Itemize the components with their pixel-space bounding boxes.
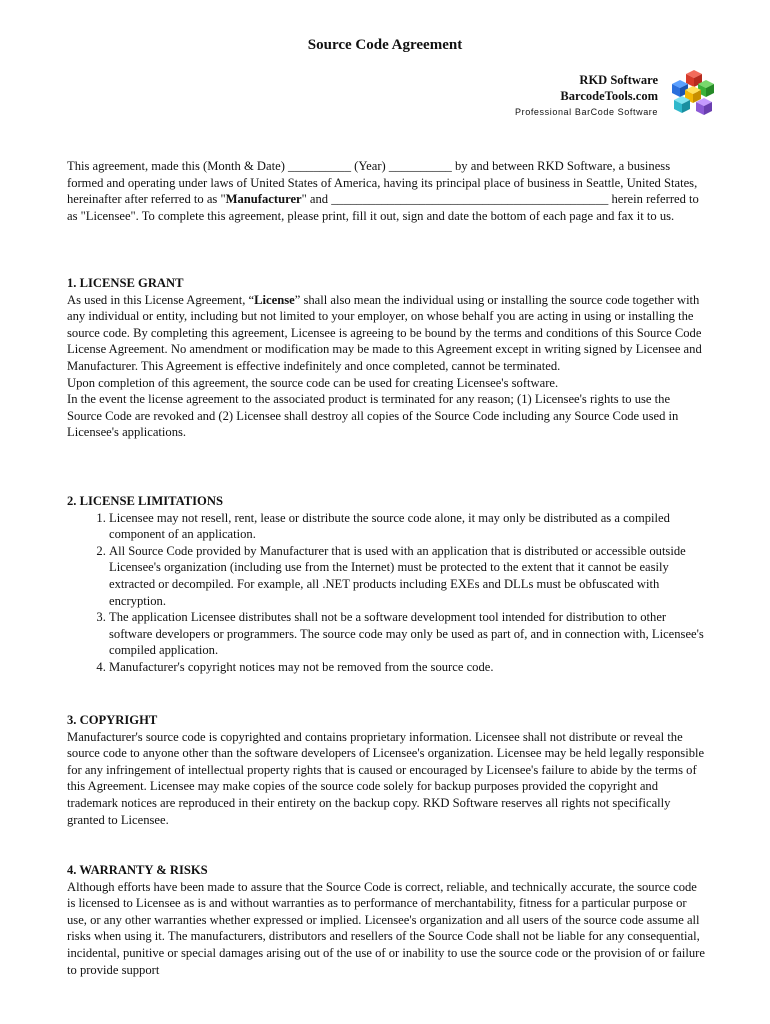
list-item: 3. The application Licensee distributes shall not be a software development tool intended for distribution to other software developers or programmers. The source code may only be used as part of, and in connection with, Licensee's compiled application. <box>109 609 707 659</box>
intro-text-a: This agreement, made this (Month & Date) __________ (Year) __________ by and between RKD Software, a business formed and operating under laws of United States of America, having its principal place of business in Seattle, United States, hereinafter after referred to as " <box>67 159 698 207</box>
company-block <box>515 72 658 120</box>
intro-bold-manufacturer: Manufacturer <box>225 192 302 207</box>
license-grant-paragraph-3: In the event the license agreement to the associated product is terminated for any reason; (1) Licensee's rights to use the Source Code are revoked and (2) Licensee shall destroy all copies of the Source Code including any Source Code used in Licensee's applications. <box>67 392 679 440</box>
company-site: BarcodeTools.com <box>560 89 658 103</box>
section-license-grant <box>67 275 707 441</box>
intro-paragraph <box>67 158 707 224</box>
document-title: Source Code Agreement <box>307 37 463 53</box>
copyright-paragraph: Manufacturer's source code is copyrighted and contains proprietary information. Licensee shall not distribute or reveal the source code to anyone other than the software developers of Licensee's organization. Licensee may be held legally responsible for any infringement of intellectual property rights that is caused or encouraged by Licensee's failure to abide by the terms of this Agreement. Licensee may make copies of the source code solely for backup purposes provided the copyright and trademark notices are reproduced in their entirety on the backup copy. RKD Software reserves all rights not specifically granted to Licensee. <box>67 729 705 827</box>
list-item: 1. Licensee may not resell, rent, lease or distribute the source code alone, it may only be distributed as a compiled component of an application. <box>109 510 707 543</box>
section-license-limitations <box>67 493 707 676</box>
limitations-list <box>67 510 707 676</box>
warranty-paragraph: Although efforts have been made to assure that the Source Code is correct, reliable, and technically accurate, the source code is licensed to Licensee as is and without warranties as to performance of merchantability, fitness for a particular purpose or use, or any other warranties whether expressed or implied. Licensee's organization and all users of the source code assume all risks when using it. The manufacturers, distributors and resellers of the Source Code shall not be liable for any consequential, incidental, punitive or special damages arising out of the use of or inability to use the source code or the provision of or failure to provide support <box>67 879 705 977</box>
license-grant-text-b: ” shall also mean the individual using or installing the source code together with any individual or entity, including but not limited to your employer, on whose behalf you are acting in using or installing the source code. By completing this agreement, Licensee is agreeing to be bound by the terms and conditions of this Source Code License Agreement. No amendment or modification may be made to this Agreement except in writing signed by Licensee and Manufacturer. This Agreement is effective indefinitely and once completed, cannot be terminated. <box>67 292 702 373</box>
section-copyright <box>67 712 707 828</box>
list-item: 2. All Source Code provided by Manufacturer that is used with an application that is distributed or accessible outside Licensee's organization (including use from the Internet) must be protected to the extent that it cannot be easily extracted or decompiled. For example, all .NET products including EXEs and DLLs must be obfuscated with encryption. <box>109 543 707 609</box>
stacked-colored-cubes-icon <box>668 70 716 118</box>
license-grant-text-a: As used in this License Agreement, “ <box>67 292 255 307</box>
license-bold: License <box>254 292 295 307</box>
license-grant-paragraph-2: Upon completion of this agreement, the source code can be used for creating Licensee's software. <box>67 375 559 390</box>
section-heading: 1. LICENSE GRANT <box>67 276 184 290</box>
section-warranty-risks <box>67 862 707 978</box>
company-tagline: Professional BarCode Software <box>515 107 658 117</box>
section-heading: 2. LICENSE LIMITATIONS <box>67 494 223 508</box>
section-heading: 3. COPYRIGHT <box>67 713 158 727</box>
intro-text-b: " and ____________________________________________ herein referred to as "Licensee". To complete this agreement, please print, fill it out, sign and date the bottom of each page and fax it to us. <box>67 192 699 223</box>
section-heading: 4. WARRANTY & RISKS <box>67 863 208 877</box>
company-name: RKD Software <box>579 73 658 87</box>
list-item: 4. Manufacturer's copyright notices may not be removed from the source code. <box>109 659 707 676</box>
